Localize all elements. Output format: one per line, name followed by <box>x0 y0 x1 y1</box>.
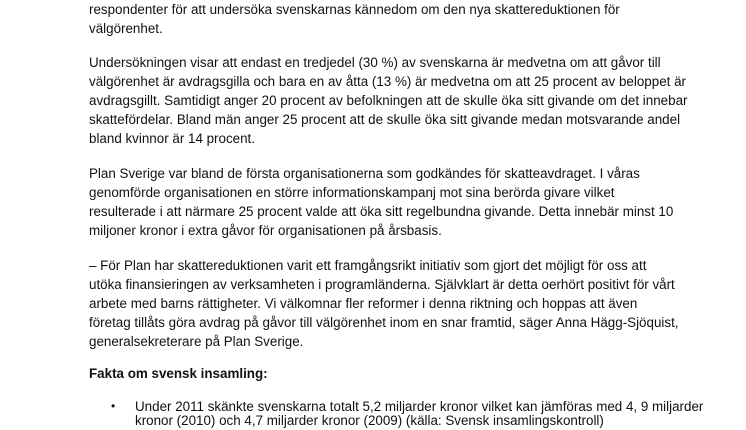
survey-line-1: Undersökningen visar att endast en tredjedel (30 %) av svenskarna är medvetna om att gåvor till <box>89 55 661 70</box>
quote-line-3: arbete med barns rättigheter. Vi välkomnar fler reformer i denna riktning och hoppas att även <box>89 296 638 311</box>
quote-line-5: generalsekreterare på Plan Sverige. <box>89 334 304 349</box>
intro-line-2: välgörenhet. <box>89 21 163 36</box>
plan-line-4: miljoner kronor i extra gåvor för organisationen på årsbasis. <box>89 223 442 238</box>
plan-line-1: Plan Sverige var bland de första organisationerna som godkändes för skatteavdraget. I våras <box>89 166 640 181</box>
facts-bullet-line-2: kronor (2010) och 4,7 miljarder kronor (2009) (källa: Svensk insamlingskontroll) <box>135 413 604 428</box>
plan-line-3: resulterade i att närmare 25 procent valde att öka sitt regelbundna givande. Detta innebär minst 10 <box>89 204 674 219</box>
plan-line-2: genomförde organisationen en större informationskampanj mot sina berörda givare vilket <box>89 185 615 200</box>
facts-bullet-line-1: Under 2011 skänkte svenskarna totalt 5,2 miljarder kronor vilket kan jämföras med 4, 9 miljarder <box>135 399 704 414</box>
quote-line-1: – För Plan har skattereduktionen varit ett framgångsrikt initiativ som gjort det möjligt för oss att <box>89 258 647 273</box>
quote-line-2: utöka finansieringen av verksamheten i programländerna. Självklart är detta oerhört positivt för vårt <box>89 277 675 292</box>
bullet-icon: • <box>111 399 116 413</box>
survey-line-3: avdragsgillt. Samtidigt anger 20 procent av befolkningen att de skulle öka sitt givande om det innebar <box>89 93 688 108</box>
survey-line-4: skattefördelar. Bland män anger 25 procent att de skulle öka sitt givande medan motsvarande andel <box>89 112 681 127</box>
intro-line-1: respondenter för att undersöka svenskarnas kännedom om den nya skattereduktionen för <box>89 2 620 17</box>
survey-line-5: bland kvinnor är 14 procent. <box>89 131 255 146</box>
survey-line-2: välgörenhet är avdragsgilla och bara en av åtta (13 %) är medvetna om att 25 procent av beloppet är <box>89 74 686 89</box>
facts-heading: Fakta om svensk insamling: <box>89 366 268 381</box>
quote-line-4: företag tillåts göra avdrag på gåvor till välgörenhet inom en snar framtid, säger Anna Hägg-Sjöquist, <box>89 315 679 330</box>
